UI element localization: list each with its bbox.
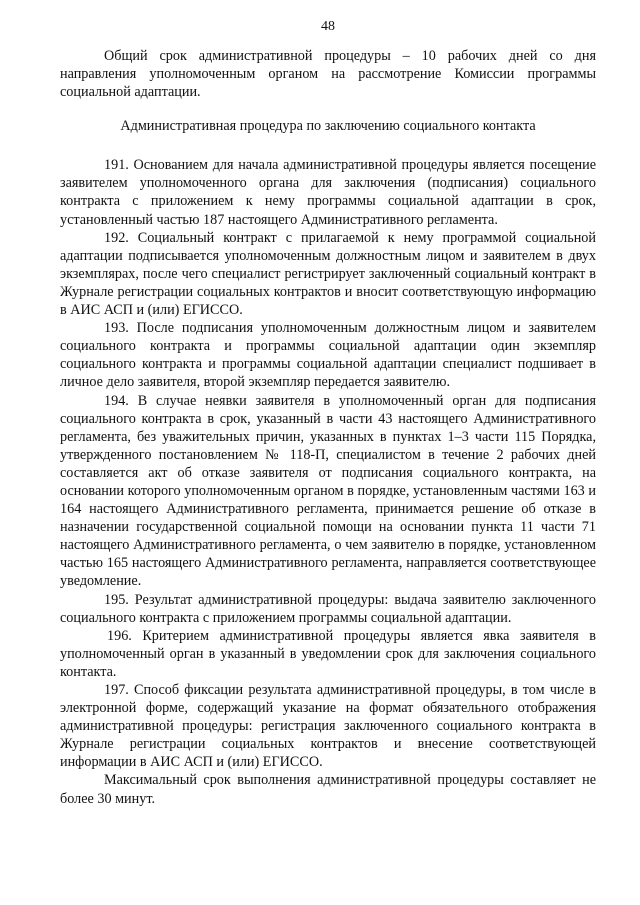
paragraph-197: 197. Способ фиксации результата административной процедуры, в том числе в электронной форме, содержащий указание на формат обязательного отображения административной процедуры: регистрация заключенного социального контракта в Журнале регистрации социальных контрактов и внесение соответствующей информации в АИС АСП и (или) ЕГИССО. bbox=[60, 682, 596, 771]
page-number: 48 bbox=[321, 19, 335, 34]
max-duration-paragraph: Максимальный срок выполнения административной процедуры составляет не более 30 минут. bbox=[60, 772, 596, 807]
paragraph-196: 196. Критерием административной процедуры является явка заявителя в уполномоченный орган в указанный в уведомлении срок для заключения социального контакта. bbox=[60, 627, 596, 680]
paragraph-191: 191. Основанием для начала административной процедуры является посещение заявителем уполномоченного органа для заключения (подписания) социального контракта с приложением к нему программы социальной адаптации в срок, установленный частью 187 настоящего Административного регламента. bbox=[60, 157, 596, 228]
paragraph-194: 194. В случае неявки заявителя в уполномоченный орган для подписания социального контракта в срок, указанный в части 43 настоящего Административного регламента, без уважительных причин, указанных в пунктах 1–3 части 115 Порядка, утвержденного постановлением № 118-П, специалистом в течение 2 рабочих дней составляется акт об отказе заявителя от подписания социального контракта, на основании которого уполномоченным органом в порядке, установленным частями 163 и 164 настоящего Административного регламента, принимается решение об отказе в назначении государственной социальной помощи на основании пункта 11 части 71 настоящего Административного регламента, о чем заявителю в порядке, установленном частью 165 настоящего Административного регламента, направляется соответствующее уведомление. bbox=[60, 392, 596, 590]
paragraph-195: 195. Результат административной процедуры: выдача заявителю заключенного социального контракта с приложением программы социальной адаптации. bbox=[60, 591, 596, 626]
section-heading: Административная процедура по заключению социального контакта bbox=[120, 118, 536, 135]
paragraph-193: 193. После подписания уполномоченным должностным лицом и заявителем социального контракта и программы социальной адаптации один экземпляр социального контракта и программы социальной адаптации специалист подшивает в личное дело заявителя, второй экземпляр передается заявителю. bbox=[60, 320, 596, 391]
intro-paragraph: Общий срок административной процедуры – 10 рабочих дней со дня направления уполномоченным органом на рассмотрение Комиссии программы социальной адаптации. bbox=[60, 48, 596, 101]
paragraph-192: 192. Социальный контракт с прилагаемой к нему программой социальной адаптации подписывается уполномоченным должностным лицом и заявителем в двух экземплярах, после чего специалист регистрирует заключенный социальный контракт в Журнале регистрации социальных контрактов и вносит соответствующую информацию в АИС АСП и (или) ЕГИССО. bbox=[60, 229, 596, 319]
document-page bbox=[60, 18, 596, 808]
